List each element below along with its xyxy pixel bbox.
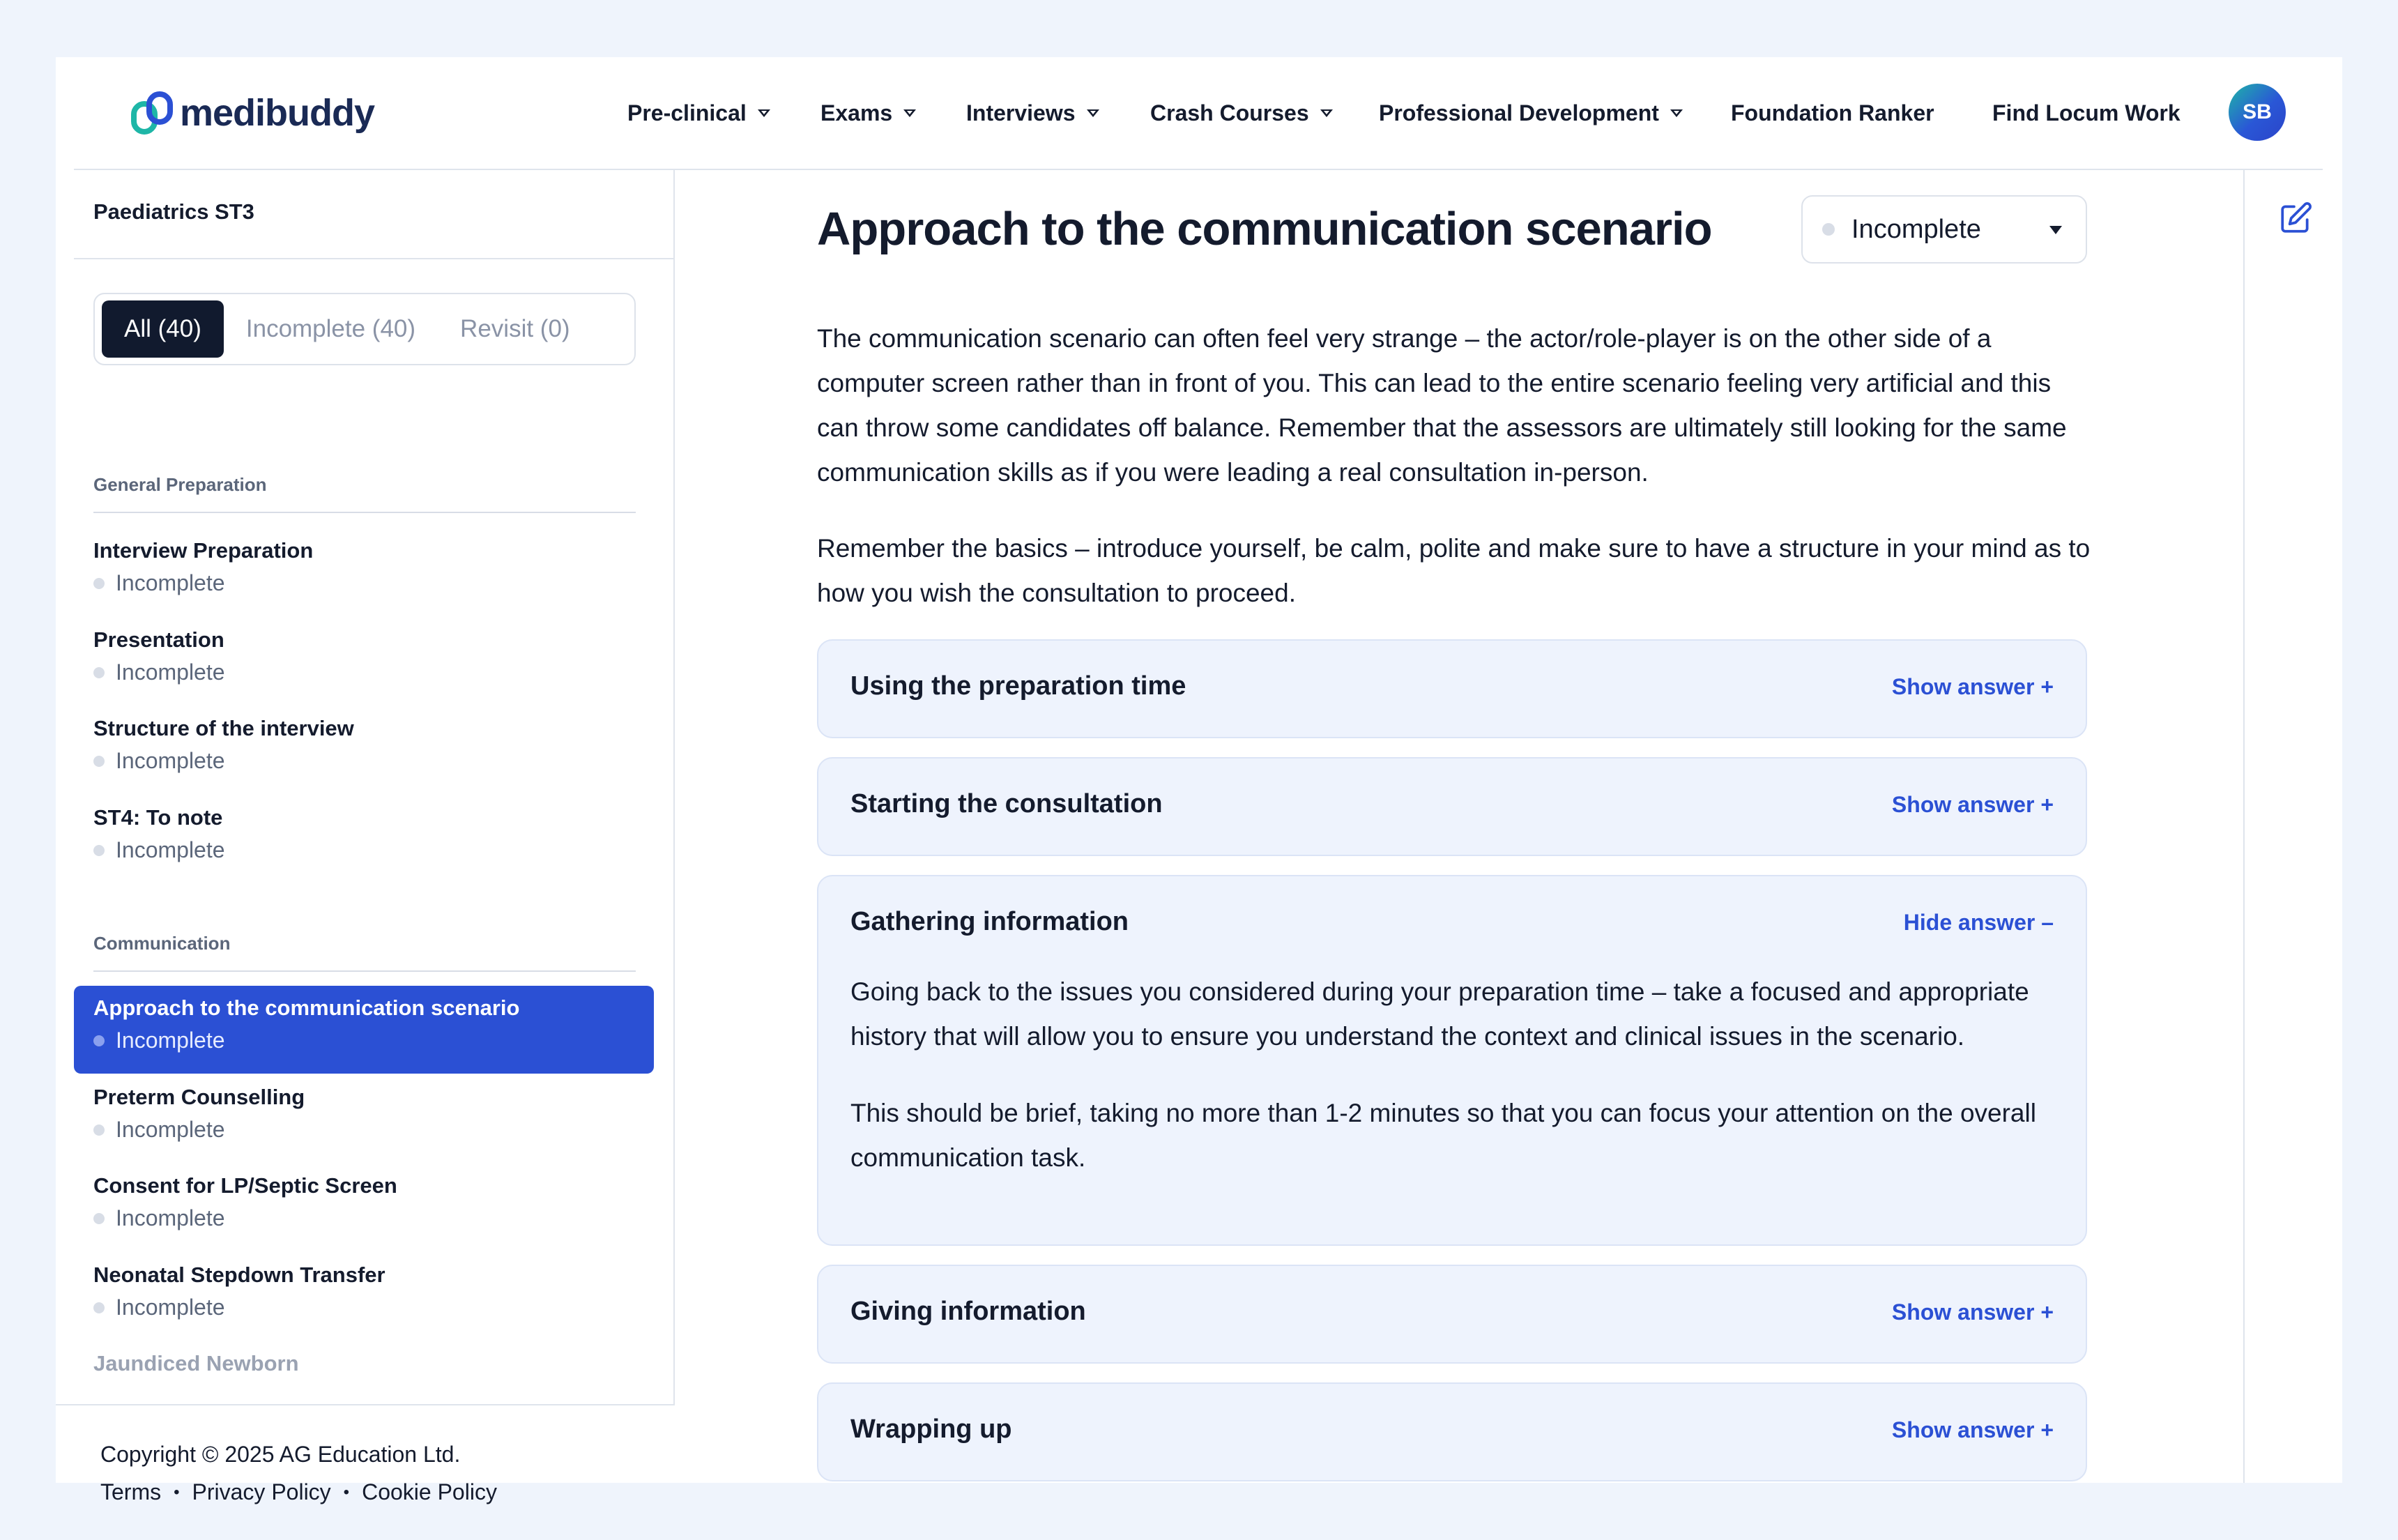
lesson-title: Neonatal Stepdown Transfer (93, 1263, 385, 1287)
show-answer-button[interactable]: Show answer + (1891, 674, 2054, 699)
course-sidebar (56, 170, 675, 1504)
chevron-down-icon (1670, 109, 1683, 117)
show-answer-button[interactable]: Show answer + (1891, 792, 2054, 817)
section-label: General Preparation (93, 474, 267, 495)
accordion-title[interactable]: Using the preparation time (850, 671, 1186, 701)
copyright-text: Copyright © 2025 AG Education Ltd. (100, 1442, 461, 1467)
chevron-down-icon (1320, 109, 1333, 117)
footer-links (100, 1479, 497, 1505)
nav-label: Pre-clinical (627, 100, 747, 125)
lesson-status-label: Incomplete (116, 1117, 225, 1142)
hide-answer-button[interactable]: Hide answer – (1903, 910, 2054, 935)
separator: • (174, 1482, 180, 1502)
right-rail (2243, 170, 2342, 1483)
status-dot-icon (1822, 223, 1835, 236)
accordion-starting-the-consultation (817, 757, 2087, 856)
lesson-item-consent-for-lp-septic-screen[interactable] (74, 1164, 654, 1251)
sidebar-title: Paediatrics ST3 (93, 199, 254, 224)
intro-paragraph: The communication scenario can often feel very strange – the actor/role-player is on the other side of a computer screen rather than in front of you. This can lead to the entire scenario feeling very artificial and this can throw some candidates off balance. Remember that the assessors are ultimately still looking for the same communication skills as if you were leading a real consultation in-person. (817, 324, 2067, 487)
filter-all[interactable]: All (40) (102, 300, 224, 358)
nav-foundation-ranker[interactable] (1731, 96, 1934, 130)
main-nav (74, 57, 2323, 169)
nav-exams[interactable] (820, 96, 916, 130)
lesson-status-label: Incomplete (116, 1028, 225, 1053)
nav-pre-clinical[interactable] (627, 96, 770, 130)
lesson-status-label: Incomplete (116, 1295, 225, 1320)
cookie-policy-link[interactable]: Cookie Policy (362, 1479, 497, 1504)
lesson-title: Approach to the communication scenario (93, 996, 520, 1020)
avatar[interactable]: SB (2229, 84, 2286, 141)
sidebar-footer (56, 1404, 675, 1504)
lesson-content (676, 170, 2243, 1483)
nav-label: Crash Courses (1150, 100, 1309, 125)
nav-label: Interviews (966, 100, 1076, 125)
lesson-status (93, 1295, 225, 1320)
nav-crash-courses[interactable] (1150, 96, 1333, 130)
status-dot-icon (93, 1124, 105, 1136)
lesson-title: ST4: To note (93, 805, 223, 830)
app-window (56, 57, 2342, 1504)
divider (93, 512, 636, 513)
lesson-title: Consent for LP/Septic Screen (93, 1173, 397, 1198)
lesson-title: Interview Preparation (93, 538, 314, 563)
show-answer-button[interactable]: Show answer + (1891, 1299, 2054, 1325)
nav-find-locum-work[interactable] (1992, 96, 2181, 130)
nav-label: Professional Development (1379, 100, 1659, 125)
lesson-title: Preterm Counselling (93, 1085, 305, 1109)
lesson-status (93, 1205, 225, 1231)
lesson-status-label: Incomplete (116, 748, 225, 773)
lesson-status-label: Incomplete (116, 660, 225, 685)
accordion-title[interactable]: Gathering information (850, 907, 1129, 936)
status-dot-icon (93, 667, 105, 678)
lesson-status (93, 660, 225, 685)
lesson-item-st4-to-note[interactable] (74, 795, 654, 883)
lesson-status-label: Incomplete (116, 837, 225, 862)
privacy-policy-link[interactable]: Privacy Policy (192, 1479, 331, 1504)
section-label: Communication (93, 933, 231, 954)
lesson-item-interview-preparation[interactable] (74, 528, 654, 616)
divider (74, 258, 675, 259)
filter-incomplete[interactable]: Incomplete (40) (245, 315, 416, 342)
status-dot-icon (93, 1213, 105, 1224)
status-dropdown-value: Incomplete (1851, 214, 1981, 244)
lesson-status (93, 1028, 225, 1053)
accordion-title[interactable]: Starting the consultation (850, 789, 1163, 818)
lesson-item-presentation[interactable] (74, 618, 654, 706)
accordion-using-the-preparation-time (817, 639, 2087, 738)
nav-professional-development[interactable] (1379, 96, 1683, 130)
status-dot-icon (93, 578, 105, 589)
lesson-status (93, 837, 225, 863)
status-dot-icon (93, 1302, 105, 1313)
lesson-status-label: Incomplete (116, 570, 225, 595)
answer-paragraph: This should be brief, taking no more than 1-2 minutes so that you can focus your attention on the overall communication task. (850, 1099, 2036, 1172)
accordion-title[interactable]: Wrapping up (850, 1415, 1012, 1444)
lesson-title: Presentation (93, 627, 224, 652)
chevron-down-icon (758, 109, 770, 117)
nav-label: Exams (820, 100, 893, 125)
show-answer-button[interactable]: Show answer + (1891, 1417, 2054, 1442)
lesson-item-approach-to-the-communication-scenario[interactable] (74, 986, 654, 1074)
separator: • (343, 1482, 350, 1502)
lesson-title: Structure of the interview (93, 716, 354, 740)
accordion-title[interactable]: Giving information (850, 1297, 1086, 1326)
edit-icon[interactable] (2278, 201, 2313, 236)
chevron-down-icon (1087, 109, 1099, 117)
filter-revisit[interactable]: Revisit (0) (460, 315, 570, 342)
accordion-giving-information (817, 1265, 2087, 1364)
status-dot-icon (93, 845, 105, 856)
nav-label: Foundation Ranker (1731, 100, 1934, 125)
nav-interviews[interactable] (966, 96, 1099, 130)
lesson-item-structure-of-the-interview[interactable] (74, 706, 654, 794)
page-title: Approach to the communication scenario (817, 203, 1712, 255)
chevron-down-icon (903, 109, 916, 117)
lesson-item-preterm-counselling[interactable] (74, 1075, 654, 1163)
logo-text: medibuddy (180, 92, 375, 134)
status-dropdown[interactable] (1801, 195, 2087, 264)
lesson-status-label: Incomplete (116, 1205, 225, 1230)
filter-tabs (93, 293, 636, 365)
lesson-status (93, 1117, 225, 1143)
lesson-status (93, 570, 225, 596)
accordion-gathering-information (817, 875, 2087, 1246)
lesson-item-neonatal-stepdown-transfer[interactable] (74, 1253, 654, 1341)
accordion-wrapping-up (817, 1382, 2087, 1481)
lesson-status (93, 748, 225, 774)
top-header (74, 57, 2323, 170)
answer-paragraph: Going back to the issues you considered during your preparation time – take a focused and appropriate history that will allow you to ensure you understand the context and clinical issues in the scenario. (850, 977, 2029, 1051)
nav-label: Find Locum Work (1992, 100, 2181, 125)
intro-paragraph: Remember the basics – introduce yourself, be calm, polite and make sure to have a structure in your mind as to how you wish the consultation to proceed. (817, 534, 2091, 607)
divider (93, 970, 636, 972)
status-dot-icon (93, 1035, 105, 1046)
terms-link[interactable]: Terms (100, 1479, 162, 1504)
lesson-title: Jaundiced Newborn (93, 1351, 299, 1375)
status-dot-icon (93, 756, 105, 767)
chevron-down-icon (2049, 226, 2062, 234)
